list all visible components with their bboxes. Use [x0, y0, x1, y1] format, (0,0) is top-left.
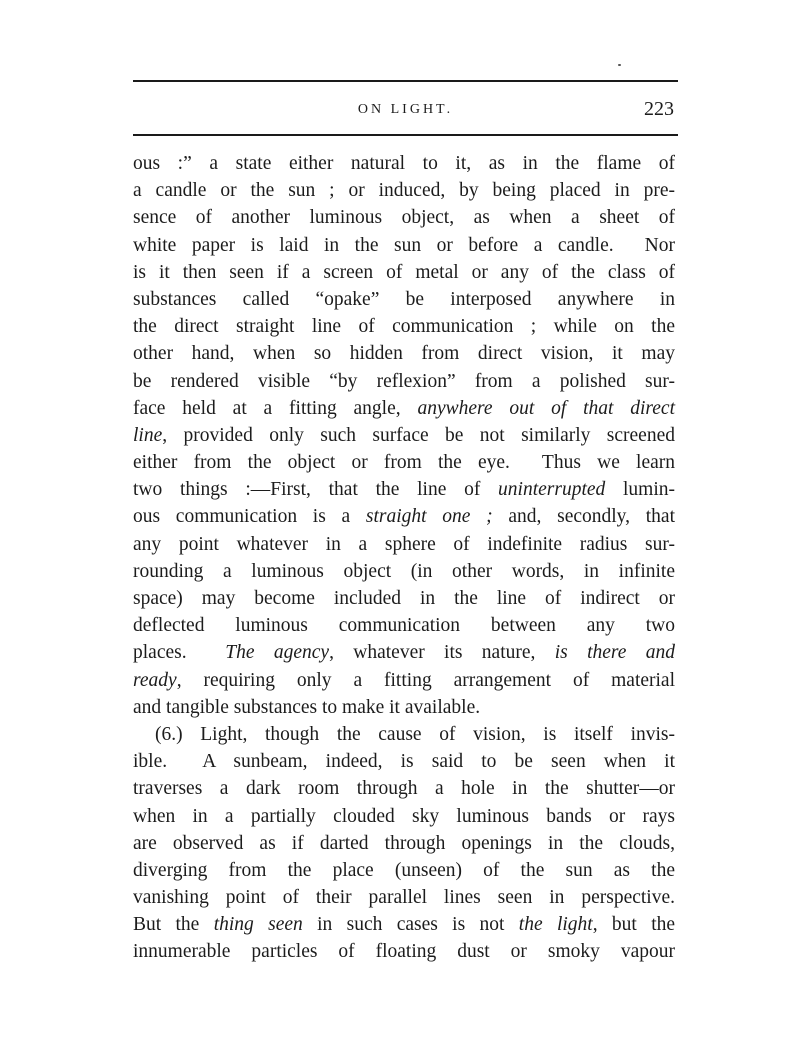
text-run: But the: [133, 914, 214, 936]
text-line: [133, 449, 675, 476]
text-run: other hand, when so hidden from direct vision, it may: [133, 343, 675, 365]
text-line: [133, 830, 675, 857]
text-run: ous communication is a: [133, 506, 366, 528]
text-run: when in a partially clouded sky luminous bands or rays: [133, 805, 675, 827]
text-run: and, secondly, that: [492, 506, 675, 528]
text-run: rounding a luminous object (in other words, in infinite: [133, 560, 675, 582]
text-line: [133, 313, 675, 340]
text-line: [133, 884, 675, 911]
body-text: [133, 150, 675, 966]
text-run: and tangible substances to make it available.: [133, 696, 481, 718]
text-line: [133, 204, 675, 231]
text-line: [133, 286, 675, 313]
text-line: [133, 531, 675, 558]
text-run: the direct straight line of communication ; while on the: [133, 316, 675, 338]
italic-text: anywhere out of that direct: [417, 397, 675, 419]
text-run: , provided only such surface be not similarly screened: [162, 424, 675, 446]
text-run: , requiring only a fitting arrangement of material: [176, 669, 675, 691]
text-line: [133, 150, 675, 177]
text-run: be rendered visible “by reflexion” from a polished sur-: [133, 370, 675, 392]
text-line: [133, 232, 675, 259]
text-run: , but the: [592, 914, 676, 936]
text-line: [133, 177, 675, 204]
italic-text: thing seen: [213, 914, 303, 936]
page-speck: [618, 64, 621, 66]
italic-text: line: [133, 424, 163, 446]
italic-text: the light: [518, 914, 593, 936]
text-run: lumin-: [605, 479, 675, 501]
text-run: a candle or the sun ; or induced, by being placed in pre-: [133, 180, 675, 202]
text-line: [133, 503, 675, 530]
text-run: traverses a dark room through a hole in the shutter—or: [133, 778, 675, 800]
header-rule-top: [133, 80, 678, 82]
text-run: any point whatever in a sphere of indefinite radius sur-: [133, 533, 675, 555]
italic-text: straight one ;: [365, 506, 493, 528]
text-line: [133, 585, 675, 612]
text-line: [133, 938, 675, 965]
text-run: substances called “opake” be interposed anywhere in: [133, 288, 675, 310]
italic-text: The agency: [225, 642, 330, 664]
italic-text: uninterrupted: [498, 479, 606, 501]
text-line: [133, 639, 675, 666]
text-line: [133, 612, 675, 639]
text-run: diverging from the place (unseen) of the sun as the: [133, 859, 675, 881]
italic-text: ready: [133, 669, 177, 691]
italic-text: is there and: [554, 642, 675, 664]
text-run: is it then seen if a screen of metal or any of the class of: [133, 261, 675, 283]
text-run: space) may become included in the line of indirect or: [133, 588, 675, 609]
header-rule-bottom: [133, 134, 678, 136]
text-run: ible. A sunbeam, indeed, is said to be seen when it: [133, 751, 675, 773]
text-run: , whatever its nature,: [329, 642, 555, 664]
text-line: [133, 721, 675, 748]
text-line: [133, 368, 675, 395]
text-line: [133, 340, 675, 367]
text-run: sence of another luminous object, as when a sheet of: [133, 207, 675, 229]
text-line: [133, 803, 675, 830]
text-line: [133, 911, 675, 938]
text-run: white paper is laid in the sun or before a candle. Nor: [133, 234, 675, 256]
text-run: two things :—First, that the line of: [133, 479, 499, 501]
text-run: deflected luminous communication between any two: [133, 615, 675, 637]
text-line: [133, 422, 675, 449]
text-line: [133, 694, 675, 721]
text-run: either from the object or from the eye. Thus we learn: [133, 452, 675, 474]
running-head: [133, 98, 678, 124]
text-line: [133, 395, 675, 422]
text-line: [133, 748, 675, 775]
text-line: [133, 667, 675, 694]
running-title: ON LIGHT.: [357, 102, 454, 117]
text-run: are observed as if darted through openings in the clouds,: [133, 832, 675, 854]
text-line: [133, 558, 675, 585]
text-run: places.: [133, 642, 226, 664]
text-run: face held at a fitting angle,: [133, 397, 418, 419]
text-run: (6.) Light, though the cause of vision, is itself invis-: [155, 723, 675, 745]
text-line: [133, 259, 675, 286]
text-run: innumerable particles of floating dust or smoky vapour: [133, 941, 675, 963]
page-number: 223: [644, 98, 674, 120]
text-run: ous :” a state either natural to it, as in the flame of: [133, 153, 675, 174]
text-run: vanishing point of their parallel lines seen in perspective.: [133, 887, 675, 909]
text-run: in such cases is not: [302, 914, 519, 936]
text-line: [133, 857, 675, 884]
text-line: [133, 476, 675, 503]
text-line: [133, 775, 675, 802]
